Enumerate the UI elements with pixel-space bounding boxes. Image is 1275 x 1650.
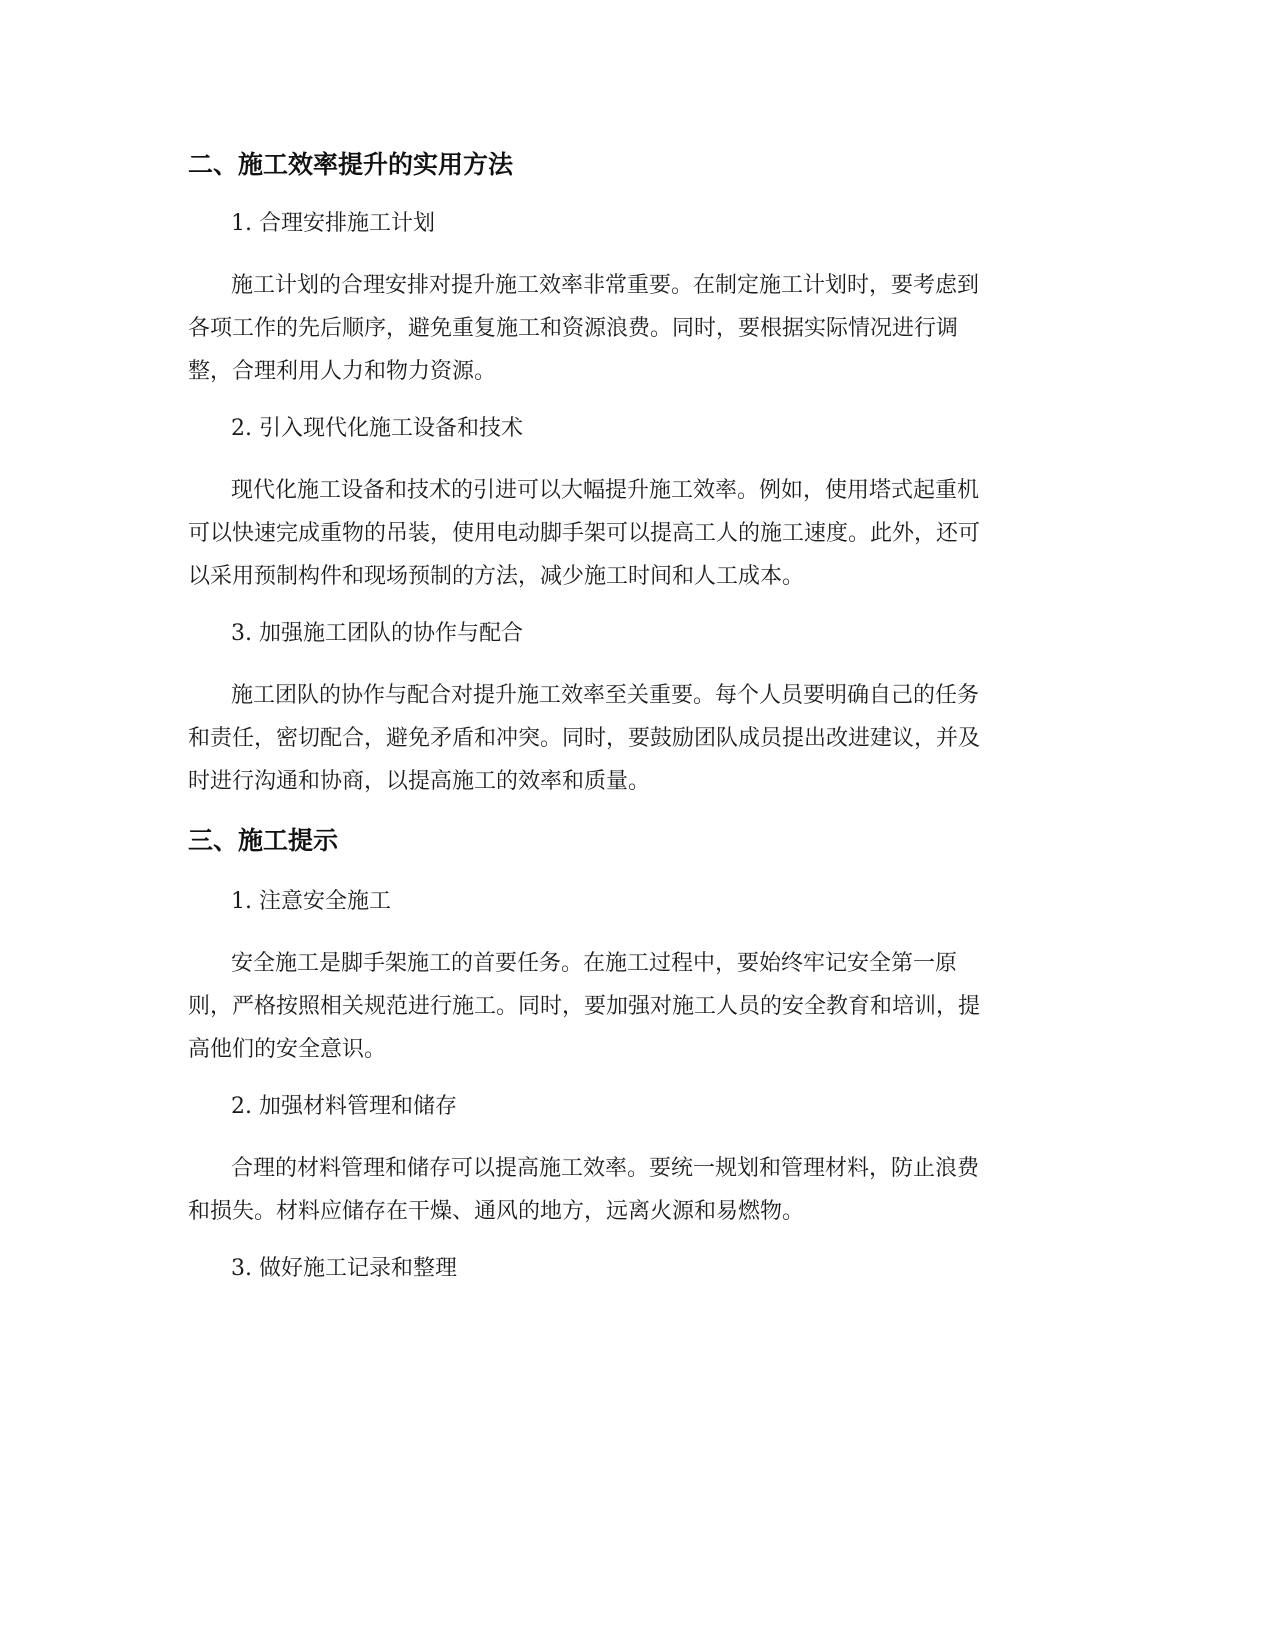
- paragraph-line: 现代化施工设备和技术的引进可以大幅提升施工效率。例如，使用塔式起重机: [231, 478, 980, 503]
- paragraph-line: 以采用预制构件和现场预制的方法，减少施工时间和人工成本。: [188, 564, 805, 589]
- item-title: 3. 加强施工团队的协作与配合: [231, 621, 523, 646]
- paragraph-line: 和责任，密切配合，避免矛盾和冲突。同时，要鼓励团队成员提出改进建议，并及: [188, 726, 981, 751]
- paragraph-line: 整，合理利用人力和物力资源。: [188, 359, 497, 384]
- item-title: 1. 合理安排施工计划: [231, 211, 435, 236]
- paragraph: [188, 942, 1088, 1071]
- section-heading: 二、施工效率提升的实用方法: [188, 150, 514, 179]
- paragraph: [188, 674, 1088, 803]
- item-title: 2. 引入现代化施工设备和技术: [231, 416, 523, 441]
- item-title: 1. 注意安全施工: [231, 889, 391, 914]
- item-title: 2. 加强材料管理和储存: [231, 1094, 457, 1119]
- item-title: 3. 做好施工记录和整理: [231, 1256, 457, 1281]
- paragraph-line: 施工计划的合理安排对提升施工效率非常重要。在制定施工计划时，要考虑到: [231, 273, 980, 298]
- paragraph-line: 施工团队的协作与配合对提升施工效率至关重要。每个人员要明确自己的任务: [231, 683, 980, 708]
- paragraph-line: 安全施工是脚手架施工的首要任务。在施工过程中，要始终牢记安全第一原: [231, 951, 958, 976]
- paragraph: [188, 264, 1088, 393]
- paragraph-line: 各项工作的先后顺序，避免重复施工和资源浪费。同时，要根据实际情况进行调: [188, 316, 959, 341]
- paragraph-line: 和损失。材料应储存在干燥、通风的地方，远离火源和易燃物。: [188, 1199, 805, 1224]
- paragraph: [188, 469, 1088, 598]
- paragraph-line: 合理的材料管理和储存可以提高施工效率。要统一规划和管理材料，防止浪费: [231, 1156, 980, 1181]
- paragraph: [188, 1147, 1088, 1233]
- paragraph-line: 可以快速完成重物的吊装，使用电动脚手架可以提高工人的施工速度。此外，还可: [188, 521, 981, 546]
- paragraph-line: 则，严格按照相关规范进行施工。同时，要加强对施工人员的安全教育和培训，提: [188, 994, 981, 1019]
- paragraph-line: 时进行沟通和协商，以提高施工的效率和质量。: [188, 769, 651, 794]
- paragraph-line: 高他们的安全意识。: [188, 1037, 387, 1062]
- section-heading: 三、施工提示: [188, 826, 339, 855]
